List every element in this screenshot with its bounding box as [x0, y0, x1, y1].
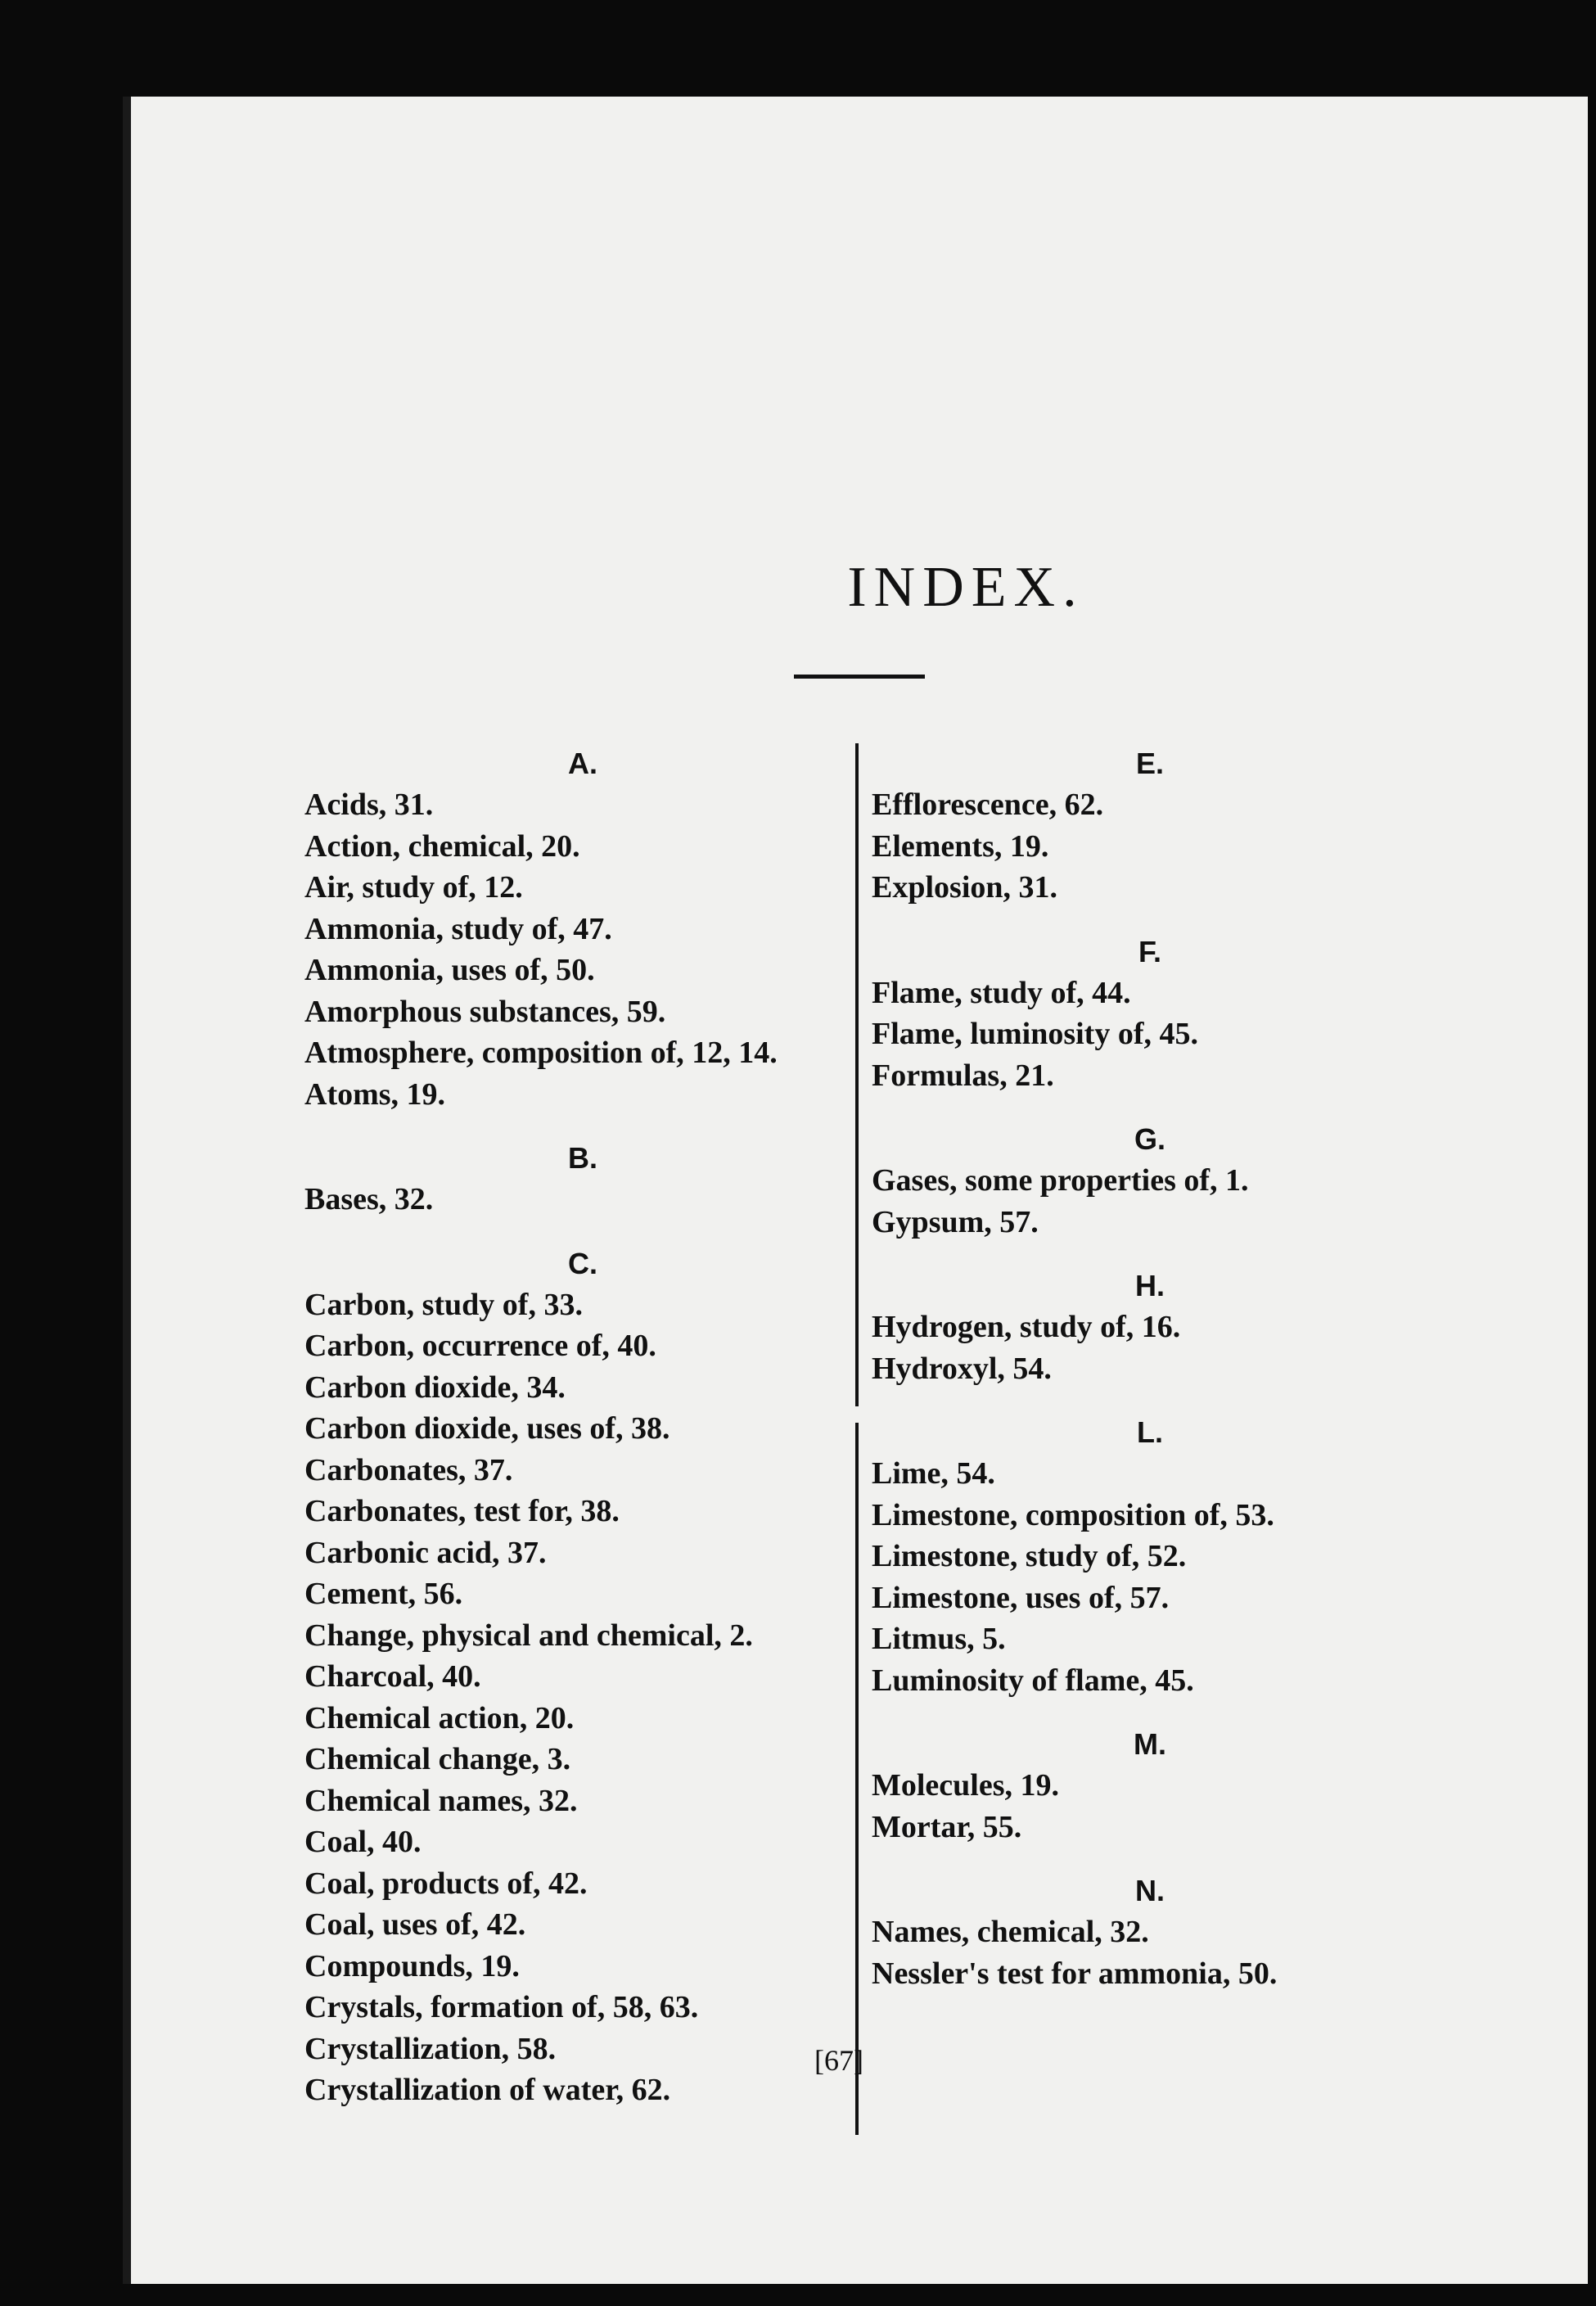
index-entry: Chemical names, 32.	[304, 1783, 578, 1818]
index-entry: Limestone, study of, 52.	[872, 1539, 1187, 1573]
index-entry: Chemical action, 20.	[304, 1700, 575, 1735]
index-entry: Carbonates, 37.	[304, 1452, 513, 1487]
index-entry: Coal, 40.	[304, 1825, 422, 1859]
index-entry: Atmosphere, composition of, 12, 14.	[304, 1036, 778, 1070]
index-entry: Hydroxyl, 54.	[872, 1351, 1052, 1386]
section-letter: C.	[568, 1246, 597, 1280]
section-letter: M.	[1134, 1727, 1166, 1761]
index-entry: Names, chemical, 32.	[872, 1915, 1149, 1949]
index-entry: Molecules, 19.	[872, 1768, 1060, 1803]
index-entry: Ammonia, uses of, 50.	[304, 953, 595, 987]
index-entry: Explosion, 31.	[872, 870, 1058, 905]
index-entry: Bases, 32.	[304, 1182, 434, 1216]
index-entry: Carbon dioxide, 34.	[304, 1370, 566, 1405]
section-letter: A.	[568, 747, 597, 780]
index-entry: Amorphous substances, 59.	[304, 994, 666, 1029]
index-entry: Crystals, formation of, 58, 63.	[304, 1990, 699, 2024]
index-entry: Acids, 31.	[304, 787, 434, 822]
index-entry: Litmus, 5.	[872, 1622, 1006, 1656]
index-column-right	[872, 743, 1526, 1994]
section-letter: L.	[1137, 1415, 1163, 1449]
page-title: INDEX.	[847, 556, 1084, 619]
index-entry: Formulas, 21.	[872, 1058, 1054, 1093]
section-letter: N.	[1135, 1874, 1165, 1907]
index-entry: Action, chemical, 20.	[304, 828, 580, 864]
index-entry: Atoms, 19.	[304, 1076, 446, 1112]
index-entry: Coal, uses of, 42.	[304, 1907, 526, 1942]
index-entry: Gases, some properties of, 1.	[872, 1163, 1249, 1198]
index-entry: Crystallization, 58.	[304, 2031, 557, 2066]
index-entry: Elements, 19.	[872, 828, 1049, 864]
title-rule	[794, 675, 925, 679]
index-entry: Carbonates, test for, 38.	[304, 1494, 620, 1528]
index-entry: Flame, luminosity of, 45.	[872, 1017, 1198, 1051]
index-entry: Luminosity of flame, 45.	[872, 1663, 1194, 1698]
section-letter: F.	[1138, 934, 1161, 968]
index-entry: Lime, 54.	[872, 1456, 995, 1491]
section-letter: G.	[1134, 1122, 1165, 1156]
index-entry: Charcoal, 40.	[304, 1659, 481, 1694]
index-entry: Carbonic acid, 37.	[304, 1535, 547, 1570]
index-entry: Carbon, occurrence of, 40.	[304, 1329, 656, 1363]
page-number: [67]	[814, 2044, 863, 2077]
index-entry: Chemical change, 3.	[304, 1742, 571, 1776]
index-entry: Limestone, uses of, 57.	[872, 1580, 1170, 1615]
index-entry: Hydrogen, study of, 16.	[872, 1310, 1181, 1344]
index-column-left	[304, 743, 959, 2111]
index-entry: Carbon dioxide, uses of, 38.	[304, 1411, 670, 1446]
book-page	[123, 97, 1588, 2284]
section-letter: B.	[568, 1141, 597, 1175]
index-entry: Crystallization of water, 62.	[304, 2073, 671, 2107]
index-entry: Ammonia, study of, 47.	[304, 911, 612, 946]
index-entry: Mortar, 55.	[872, 1809, 1022, 1844]
section-letter: E.	[1135, 747, 1164, 780]
index-entry: Limestone, composition of, 53.	[872, 1497, 1274, 1532]
index-entry: Nessler's test for ammonia, 50.	[872, 1956, 1278, 1991]
index-entry: Carbon, study of, 33.	[304, 1287, 583, 1322]
index-entry: Efflorescence, 62.	[872, 787, 1104, 822]
index-entry: Air, study of, 12.	[304, 870, 523, 905]
index-entry: Change, physical and chemical, 2.	[304, 1618, 753, 1653]
index-entry: Flame, study of, 44.	[872, 975, 1131, 1010]
index-entry: Cement, 56.	[304, 1577, 463, 1611]
index-entry: Coal, products of, 42.	[304, 1866, 588, 1901]
index-entry: Gypsum, 57.	[872, 1204, 1039, 1239]
section-letter: H.	[1135, 1269, 1165, 1302]
index-entry: Compounds, 19.	[304, 1948, 520, 1983]
